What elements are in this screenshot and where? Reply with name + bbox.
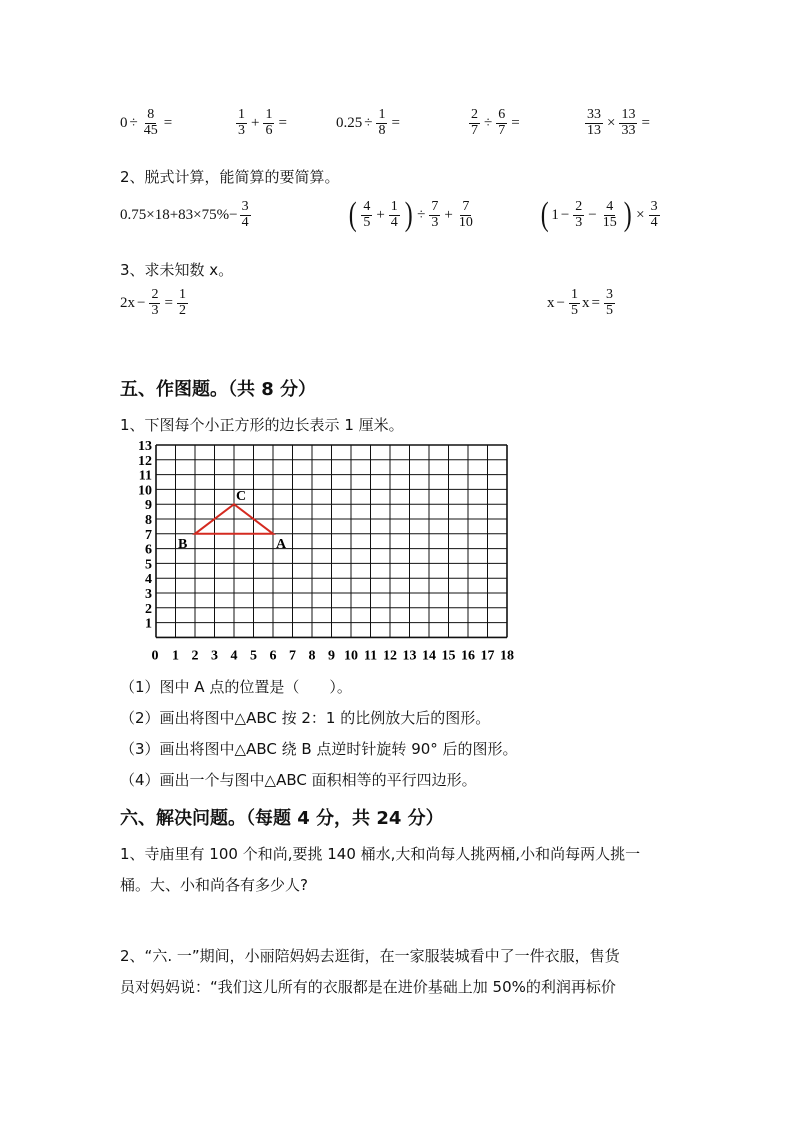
expression-text: 0.75×18+83×75%− — [120, 206, 238, 223]
right-paren: ) — [404, 196, 413, 233]
y-tick-label: 3 — [145, 587, 152, 602]
problem-1-line-1: 1、寺庙里有 100 个和尚,要挑 140 桶水,大和尚每人挑两桶,小和尚每两人挑一 — [120, 845, 641, 863]
operator: − — [560, 206, 570, 223]
x-tick-label: 4 — [230, 648, 238, 664]
grid-lines — [156, 445, 507, 637]
fraction — [585, 108, 603, 138]
x-tick-label: 14 — [422, 648, 436, 664]
denominator: 4 — [650, 214, 658, 230]
equals: = — [164, 294, 173, 311]
denominator: 7 — [498, 122, 506, 138]
denominator: 3 — [151, 302, 159, 318]
numerator: 3 — [650, 198, 658, 214]
denominator: 2 — [178, 302, 186, 318]
numerator: 1 — [178, 287, 186, 302]
equation-1 — [120, 288, 190, 318]
section-6-title: 六、解决问题。（每题 4 分，共 24 分） — [120, 808, 444, 829]
numerator: 7 — [462, 198, 470, 214]
operator: ÷ — [484, 114, 493, 131]
y-tick-label: 10 — [138, 483, 152, 499]
denominator: 5 — [363, 214, 371, 230]
numerator: 3 — [605, 287, 613, 302]
y-tick-label: 7 — [145, 527, 152, 543]
expr-5 — [583, 108, 652, 138]
operator: + — [251, 114, 260, 131]
equals: = — [278, 114, 287, 131]
x-tick-label: 8 — [308, 648, 316, 664]
problem-1-line-2: 桶。大、小和尚各有多少人? — [120, 876, 308, 894]
equation-2 — [547, 288, 617, 318]
x-tick-label: 11 — [363, 648, 378, 664]
x-tick-label: 6 — [269, 648, 277, 664]
fraction — [429, 200, 440, 230]
y-tick-label: 11 — [138, 468, 152, 484]
operator: × — [636, 206, 645, 223]
x-tick-label: 15 — [441, 648, 456, 664]
numerator: 4 — [606, 198, 614, 214]
numerator: 1 — [570, 287, 578, 302]
fraction — [649, 200, 660, 230]
numerator: 1 — [238, 107, 245, 122]
x-tick-label: 7 — [289, 648, 296, 664]
expr-2-1 — [120, 200, 253, 230]
numerator: 4 — [363, 198, 371, 214]
denominator: 4 — [390, 214, 398, 230]
section-5-title: 五、作图题。（共 8 分） — [120, 379, 317, 400]
denominator: 8 — [378, 122, 386, 138]
denominator: 15 — [602, 214, 617, 230]
problem-2-line-2: 员对妈妈说：“我们这儿所有的衣服都是在进价基础上加 50%的利润再标价 — [120, 978, 616, 996]
denominator: 5 — [605, 302, 613, 318]
term: x — [547, 294, 555, 311]
y-tick-label: 4 — [145, 572, 152, 588]
operator: + — [444, 206, 453, 223]
x-axis-labels — [152, 648, 515, 663]
expr-3 — [336, 108, 402, 138]
denominator: 4 — [241, 214, 249, 230]
denominator: 3 — [238, 122, 245, 138]
fraction — [619, 108, 637, 138]
left-paren: ( — [540, 196, 549, 233]
y-axis-labels — [138, 439, 152, 632]
denominator: 13 — [587, 122, 601, 138]
denominator: 7 — [471, 122, 478, 138]
y-tick-label: 1 — [145, 616, 152, 632]
point-a-label: A — [276, 536, 287, 552]
sub-question-4: （4）画出一个与图中△ABC 面积相等的平行四边形。 — [120, 771, 477, 789]
x-tick-label: 0 — [151, 648, 159, 664]
section-5-question-1: 1、下图每个小正方形的边长表示 1 厘米。 — [120, 416, 404, 434]
fraction — [149, 288, 160, 318]
y-tick-label: 8 — [145, 513, 152, 528]
point-b-label: B — [178, 536, 188, 552]
expr-2-2 — [346, 198, 477, 232]
fraction — [573, 200, 584, 230]
denominator: 33 — [621, 122, 636, 138]
expr-2-3 — [538, 198, 662, 232]
y-tick-label: 12 — [138, 453, 152, 469]
fraction — [142, 108, 160, 138]
y-tick-label: 5 — [145, 557, 152, 573]
x-tick-label: 17 — [480, 648, 495, 664]
number: 0 — [120, 114, 128, 131]
numerator: 7 — [431, 198, 439, 214]
operator: × — [607, 114, 616, 131]
right-paren: ) — [623, 196, 632, 233]
denominator: 5 — [570, 302, 578, 318]
numerator: 1 — [265, 107, 273, 122]
x-tick-label: 12 — [383, 648, 397, 664]
y-tick-label: 13 — [138, 439, 152, 454]
coordinate-grid — [118, 436, 538, 666]
fraction — [604, 288, 615, 318]
numerator: 2 — [471, 107, 478, 122]
fraction — [240, 200, 251, 230]
equals: = — [591, 294, 600, 311]
x-tick-label: 13 — [402, 648, 417, 664]
fraction — [389, 200, 400, 230]
fraction — [376, 108, 387, 138]
numerator: 33 — [587, 107, 601, 122]
x-tick-label: 5 — [250, 648, 257, 664]
denominator: 10 — [458, 214, 473, 230]
question-2-title: 2、脱式计算，能简算的要简算。 — [120, 168, 340, 186]
fraction — [177, 288, 188, 318]
operator: − — [588, 206, 597, 223]
fraction — [236, 108, 247, 138]
x-tick-label: 10 — [344, 648, 358, 664]
y-tick-label: 2 — [145, 601, 152, 617]
fraction — [469, 108, 480, 138]
fraction — [457, 200, 475, 230]
operator: ÷ — [417, 206, 426, 223]
numerator: 13 — [621, 107, 636, 122]
numerator: 1 — [390, 198, 398, 214]
point-c-label: C — [236, 489, 247, 505]
expr-1 — [120, 108, 174, 138]
denominator: 3 — [575, 214, 583, 230]
expr-4 — [467, 108, 522, 138]
numerator: 3 — [241, 199, 249, 214]
operator: − — [556, 294, 565, 311]
equals: = — [641, 114, 650, 131]
numerator: 6 — [498, 107, 506, 122]
fraction — [496, 108, 507, 138]
numerator: 8 — [147, 107, 155, 122]
numerator: 2 — [575, 198, 583, 214]
denominator: 6 — [265, 122, 273, 138]
denominator: 3 — [431, 214, 439, 230]
sub-question-1: （1）图中 A 点的位置是（ ）。 — [120, 678, 352, 696]
term: x — [581, 294, 590, 311]
x-tick-label: 3 — [211, 648, 218, 664]
operator: − — [137, 294, 146, 311]
fraction — [263, 108, 274, 138]
x-tick-label: 2 — [191, 648, 199, 664]
numerator: 1 — [378, 107, 386, 122]
numerator: 2 — [151, 287, 159, 302]
equals: = — [163, 114, 173, 131]
term: 2x — [120, 294, 135, 311]
sub-question-2: （2）画出将图中△ABC 按 2：1 的比例放大后的图形。 — [120, 709, 491, 727]
x-tick-label: 16 — [461, 648, 475, 664]
problem-2-line-1: 2、“六. 一”期间，小丽陪妈妈去逛街，在一家服装城看中了一件衣服，售货 — [120, 947, 620, 965]
left-paren: ( — [348, 196, 357, 233]
y-tick-label: 9 — [145, 498, 152, 514]
operator: ÷ — [364, 114, 373, 131]
fraction — [361, 200, 372, 230]
operator: + — [376, 206, 385, 223]
number: 1 — [551, 206, 559, 223]
equals: = — [391, 114, 400, 131]
fraction — [569, 288, 580, 318]
y-tick-label: 6 — [145, 542, 152, 558]
denominator: 45 — [143, 122, 158, 138]
x-tick-label: 9 — [328, 648, 335, 664]
x-tick-label: 18 — [500, 648, 514, 664]
expr-2 — [234, 108, 289, 138]
operator: ÷ — [129, 114, 138, 131]
question-3-title: 3、求未知数 x。 — [120, 261, 234, 279]
equals: = — [511, 114, 520, 131]
fraction — [601, 200, 619, 230]
sub-question-3: （3）画出将图中△ABC 绕 B 点逆时针旋转 90° 后的图形。 — [120, 740, 518, 758]
number: 0.25 — [336, 114, 363, 131]
x-tick-label: 1 — [172, 648, 179, 664]
